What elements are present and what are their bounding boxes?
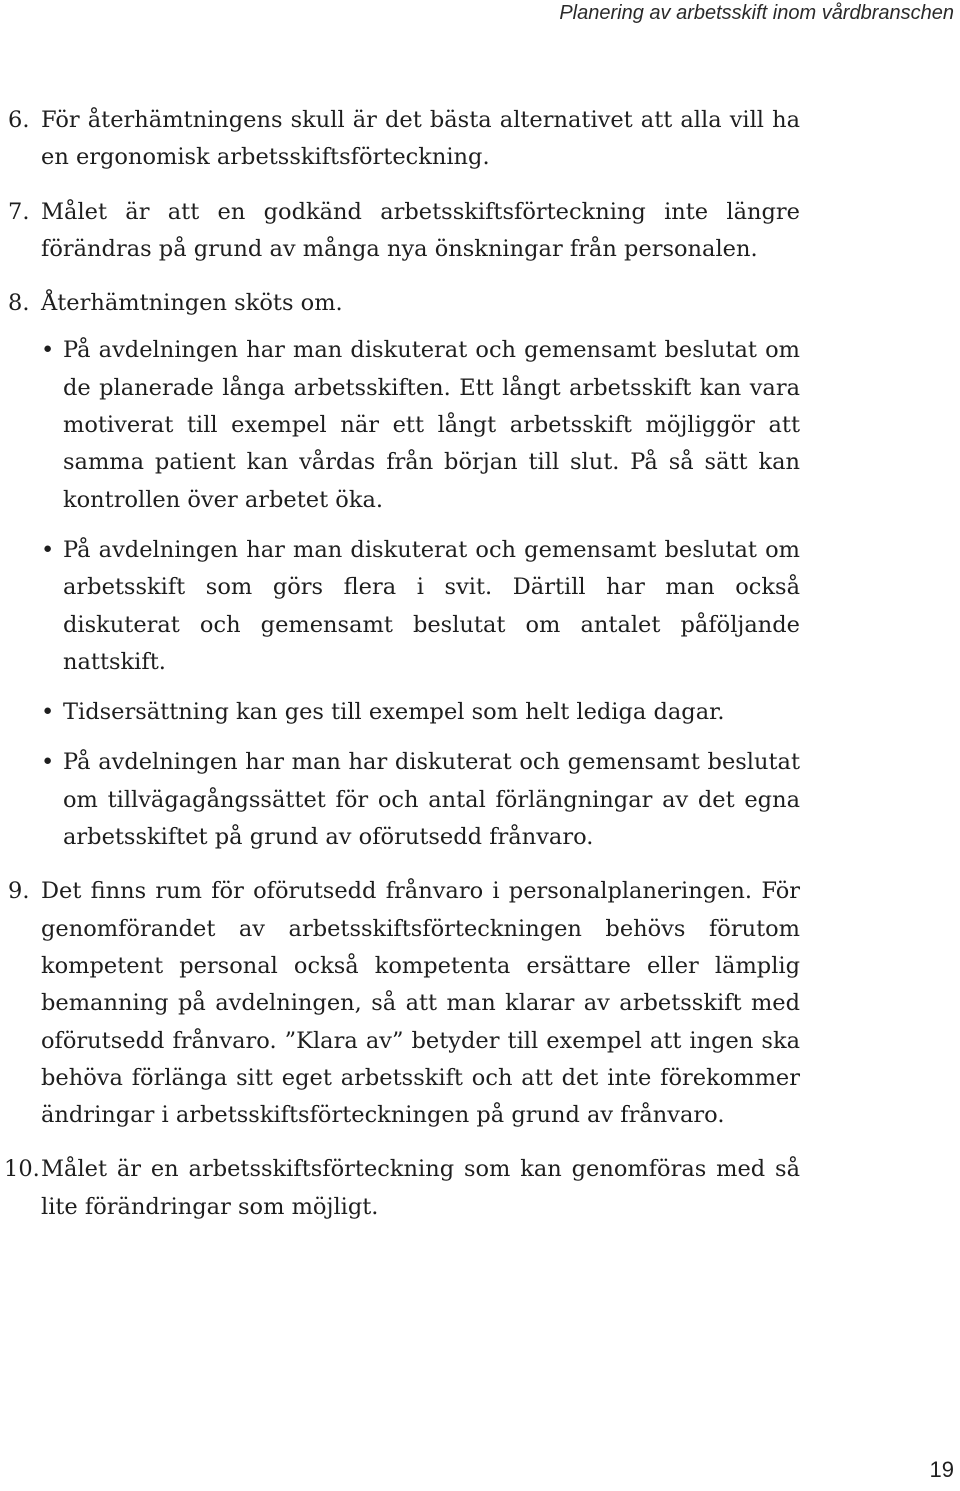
bullet-dot: •	[41, 337, 55, 364]
document-body	[0, 102, 800, 1226]
bullet-item	[41, 332, 800, 518]
bullet-item	[41, 744, 800, 856]
list-item-10	[0, 1151, 800, 1226]
item-number: 9.	[8, 878, 30, 905]
bullet-dot: •	[41, 749, 55, 776]
bullet-item	[41, 694, 800, 731]
item-number: 8.	[8, 290, 30, 317]
bullet-text: På avdelningen har man diskuterat och gemensamt beslutat om de planerade långa arbetsskiften. Ett långt arbetsskift kan vara motiverat till exempel när ett långt arbetsskift möjliggör att samma patient kan vårdas från början till slut. På så sätt kan kontrollen över arbetet öka.	[63, 337, 800, 513]
list-item-7	[0, 194, 800, 269]
item-number: 7.	[8, 198, 30, 225]
bullet-text: Tidsersättning kan ges till exempel som helt lediga dagar.	[63, 699, 725, 726]
list-item-8	[0, 285, 800, 322]
bullet-item	[41, 532, 800, 681]
bullet-dot: •	[41, 536, 55, 563]
running-header: Planering av arbetsskift inom vårdbranschen	[559, 2, 954, 24]
page-number: 19	[929, 1457, 954, 1482]
bullet-text: På avdelningen har man diskuterat och gemensamt beslutat om arbetsskift som görs flera i svit. Därtill har man också diskuterat och gemensamt beslutat om antalet påföljande nattskift.	[63, 536, 800, 675]
item-number: 10.	[4, 1156, 40, 1183]
item-number: 6.	[8, 107, 30, 133]
item-text: Målet är en arbetsskiftsförteckning som kan genomföras med så lite förändringar som möjligt.	[41, 1156, 800, 1220]
item-text: Det finns rum för oförutsedd frånvaro i personalplaneringen. För genomförandet av arbetsskiftsförteckningen behövs förutom kompetent personal också kompetenta ersättare eller lämplig bemanning på avdelningen, så att man klarar av arbetsskift med oförutsedd frånvaro. ”Klara av” betyder till exempel att ingen ska behöva förlänga sitt eget arbetsskift och att det inte förekommer ändringar i arbetsskiftsförteckningen på grund av frånvaro.	[41, 878, 800, 1129]
item-text: Målet är att en godkänd arbetsskiftsförteckning inte längre förändras på grund av många nya önskningar från personalen.	[41, 198, 800, 262]
item-text: Återhämtningen sköts om.	[41, 290, 343, 317]
bullet-text: På avdelningen har man har diskuterat och gemensamt beslutat om tillvägagångssättet för och antal förlängningar av det egna arbetsskiftet på grund av oförutsedd frånvaro.	[63, 749, 800, 851]
item-text: För återhämtningens skull är det bästa alternativet att alla vill ha en ergonomisk arbetsskiftsförteckning.	[41, 107, 800, 171]
list-item-9	[0, 873, 800, 1134]
bullet-dot: •	[41, 699, 55, 726]
list-item-6	[0, 102, 800, 177]
